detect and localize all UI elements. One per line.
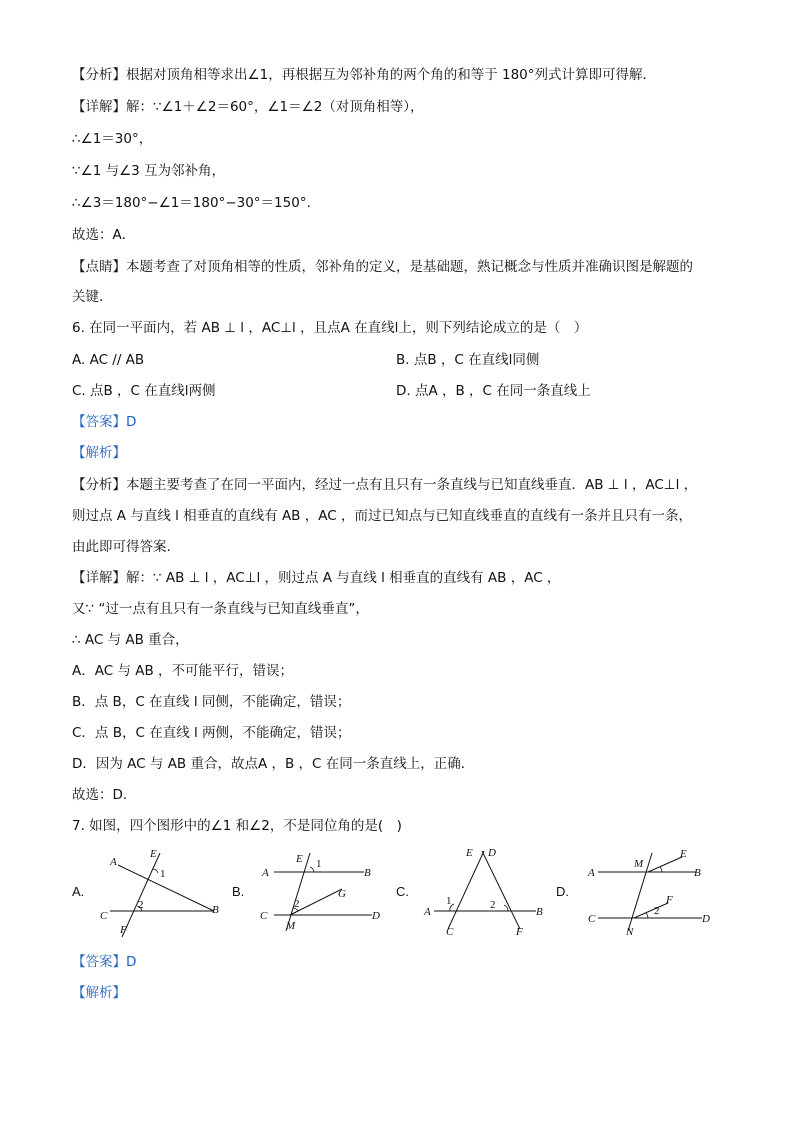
step-line: ∵∠1 与∠3 互为邻补角，	[72, 163, 226, 179]
step-line: ∴∠3＝180°−∠1＝180°−30°＝150°．	[72, 195, 321, 211]
label-text: E	[296, 853, 303, 865]
label-text: 1	[316, 858, 322, 870]
q6-analysis-line: 【分析】本题主要考查了在同一平面内，经过一点有且只有一条直线与已知直线垂直．AB ⊥ l ，AC⊥l ，	[72, 477, 698, 493]
detail-line: 【详解】解：∵∠1＋∠2＝60°，∠1＝∠2（对顶角相等），	[72, 99, 424, 115]
comment-line: 【点睛】本题考查了对顶角相等的性质，邻补角的定义，是基础题，熟记概念与性质并准确识图是解题的	[72, 259, 693, 275]
figure-b	[252, 845, 387, 940]
fig-b-label[interactable]: B.	[232, 884, 245, 899]
q6-analysis-line: 则过点 A 与直线 l 相垂直的直线有 AB ，AC ，而过已知点与已知直线垂直的直线有一条并且只有一条，	[72, 508, 692, 524]
q6-detail-line: ∴ AC 与 AB 重合，	[72, 632, 189, 648]
label-text: 2	[490, 899, 496, 911]
label-text: A	[588, 867, 595, 879]
label-text: 2	[138, 899, 144, 911]
q6-detail-line: D．因为 AC 与 AB 重合，故点A ，B ，C 在同一条直线上，正确．	[72, 756, 475, 772]
q6-detail-line: A．AC 与 AB ，不可能平行，错误；	[72, 663, 294, 679]
q6-jiexi-heading: 【解析】	[72, 445, 126, 461]
label-text: D	[372, 910, 380, 922]
label-text: A	[110, 856, 117, 868]
q6-detail-line: 又∵ “过一点有且只有一条直线与已知直线垂直”，	[72, 601, 369, 617]
figure-d	[576, 845, 726, 940]
label-text: 2	[294, 898, 300, 910]
q6-detail-line: B．点 B，C 在直线 l 同侧，不能确定，错误；	[72, 694, 351, 710]
label-text: E	[466, 847, 473, 859]
label-text: F	[666, 894, 673, 906]
label-text: F	[516, 926, 523, 938]
question-6-stem: 6. 在同一平面内，若 AB ⊥ l ，AC⊥l ，且点A 在直线l上，则下列结论成立的是（ ）	[72, 320, 588, 336]
label-text: M	[634, 858, 644, 870]
q7-answer: 【答案】D	[72, 954, 137, 970]
q6-detail-line: C．点 B，C 在直线 l 两侧，不能确定，错误；	[72, 725, 351, 741]
label-text: C	[100, 910, 108, 922]
q6-option-c[interactable]: C. 点B ，C 在直线l两侧	[72, 383, 216, 399]
label-text: C	[260, 910, 268, 922]
label-text: E	[150, 848, 157, 860]
q6-detail-line: 【详解】解：∵ AB ⊥ l ，AC⊥l ，则过点 A 与直线 l 相垂直的直线有 AB ，AC ，	[72, 570, 561, 586]
q6-option-d[interactable]: D. 点A ，B ，C 在同一条直线上	[396, 383, 591, 399]
choose-line: 故选：A．	[72, 227, 136, 243]
q6-analysis-line: 由此即可得答案.	[72, 539, 171, 555]
label-text: A	[424, 906, 431, 918]
question-7-stem: 7. 如图，四个图形中的∠1 和∠2，不是同位角的是( )	[72, 818, 402, 834]
q6-answer: 【答案】D	[72, 414, 137, 430]
comment-line: 关键．	[72, 289, 113, 305]
label-text: C	[446, 926, 454, 938]
label-text: D	[488, 847, 496, 859]
q7-jiexi-heading: 【解析】	[72, 985, 126, 1001]
label-text: B	[536, 906, 543, 918]
label-text: E	[680, 848, 687, 860]
label-text: A	[262, 867, 269, 879]
label-text: 1	[446, 895, 452, 907]
label-text: M	[286, 920, 296, 932]
label-text: 1	[160, 868, 166, 880]
label-text: B	[694, 867, 701, 879]
label-text: D	[702, 913, 710, 925]
analysis-line: 【分析】根据对顶角相等求出∠1，再根据互为邻补角的两个角的和等于 180°列式计算即可得解．	[72, 67, 656, 83]
label-text: B	[212, 904, 219, 916]
label-text: N	[626, 926, 634, 938]
q6-option-a[interactable]: A. AC // AB	[72, 352, 145, 368]
label-text: B	[364, 867, 371, 879]
label-text: C	[588, 913, 596, 925]
q6-choose-line: 故选：D.	[72, 787, 128, 803]
figure-a	[92, 845, 227, 940]
fig-c-label[interactable]: C.	[396, 884, 409, 899]
label-text: F	[120, 924, 127, 936]
fig-a-label[interactable]: A.	[72, 884, 85, 899]
q6-option-b[interactable]: B. 点B ，C 在直线l同侧	[396, 352, 540, 368]
label-text: 2	[654, 905, 660, 917]
step-line: ∴∠1＝30°，	[72, 131, 153, 147]
figure-c	[416, 845, 551, 940]
label-text: G	[338, 888, 346, 900]
fig-d-label[interactable]: D.	[556, 884, 569, 899]
